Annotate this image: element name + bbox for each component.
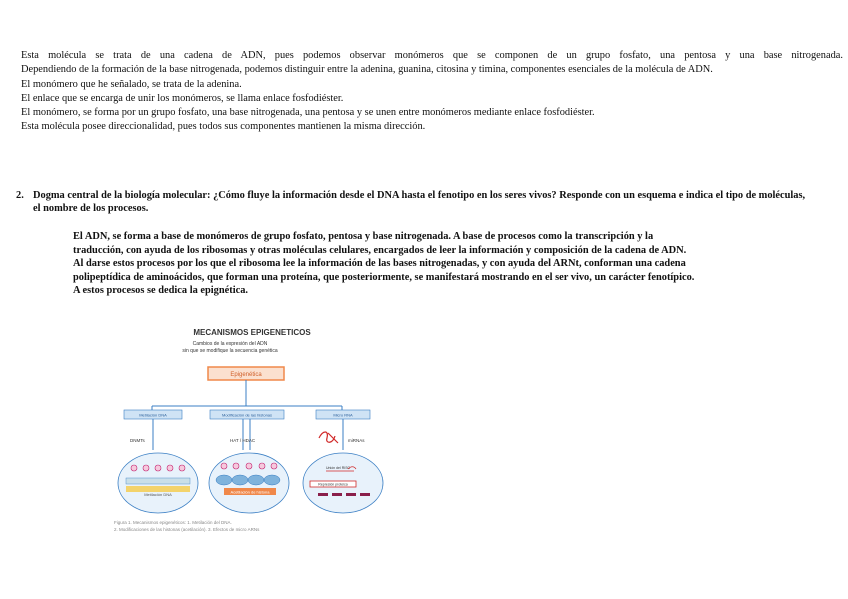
box-histonas-label: Modificación de las histonas [221, 412, 273, 418]
figure-subtitle-1: Cambios de la expresión del ADN [192, 341, 268, 347]
answer-line: Al darse estos procesos por los que el ribosoma lee la información de las bases nitrogenadas, y con ayuda del ARNt, conforman una cadena [73, 258, 686, 269]
box-metilacion-label: Metilación DNA [139, 412, 167, 418]
box-microrna-label: Micro RNA [333, 412, 353, 418]
answer-paragraph [73, 230, 803, 298]
paragraph-line: Esta molécula se trata de una cadena de ADN, pues podemos observar monómeros que se componen de un grupo fosfato, una pentosa y una base nitrogenada. [21, 50, 843, 61]
answer-line: polipeptídica de aminoácidos, que forman una proteína, que posteriormente, se manifestará mostrando en el ser vivo, un carácter fenotípico. [73, 271, 695, 283]
answer-line: El ADN, se forma a base de monómeros de grupo fosfato, pentosa y base nitrogenada. A base de procesos como la transcripción y la [73, 231, 654, 242]
paragraph-line: Dependiendo de la formación de la base nitrogenada, podemos distinguir entre la adenina, guanina, citosina y timina, componentes esenciales de la molécula de ADN. [21, 64, 713, 76]
circle-histonas-label: Acetilación de histona [230, 489, 270, 495]
mirna-icon [319, 432, 338, 443]
label-hat-hdac: HAT / HDAC [230, 438, 256, 443]
dna-strand [126, 478, 190, 484]
answer-line: A estos procesos se dedica la epignética. [73, 285, 248, 296]
question-number: 2. [16, 190, 24, 201]
label-dnmts: DNMTs [130, 438, 145, 443]
circle-microrna-top-label: Unión del RISC [325, 466, 351, 470]
paragraph-line: El monómero que he señalado, se trata de la adenina. [21, 78, 242, 90]
answer-line: traducción, con ayuda de los ribosomas y otras moléculas celulares, encargados de leer la información y composición de la cadena de ADN. [73, 244, 687, 256]
paragraph-line: El enlace que se encarga de unir los monómeros, se llama enlace fosfodiéster. [21, 92, 344, 104]
circle-microrna-label: Represión proteica [318, 482, 348, 487]
figure-title: MECANISMOS EPIGENETICOS [193, 328, 311, 337]
figure-subtitle-2: sin que se modifique la secuencia genética [182, 348, 278, 354]
label-mirnas: miRNAs [348, 438, 365, 443]
circle-metilacion-label: Metilación DNA [144, 492, 172, 497]
intro-paragraph [21, 49, 843, 135]
paragraph-line: Esta molécula posee direccionalidad, pues todos sus componentes mantienen la misma dirección. [21, 121, 426, 133]
figure-caption-1: Figura 1. Mecanismos epigenéticos: 1. Metilación del DNA. [114, 520, 232, 525]
paragraph-line: El monómero, se forma por un grupo fosfato, una base nitrogenada, una pentosa y se unen entre monómeros mediante enlace fosfodiéster. [21, 107, 595, 119]
question-text: Dogma central de la biología molecular: ¿Cómo fluye la información desde el DNA hasta el fenotipo en los seres vivos? Responde con un esquema e indica el tipo de moléculas, el nombre de los procesos. [33, 190, 806, 214]
epigenetica-label: Epigenética [230, 372, 262, 378]
figure-caption-2: 2. Modificaciones de las histonas (acetilación). 3. Efectos de micro ARNs [114, 527, 260, 532]
epigenetics-figure [112, 326, 392, 538]
